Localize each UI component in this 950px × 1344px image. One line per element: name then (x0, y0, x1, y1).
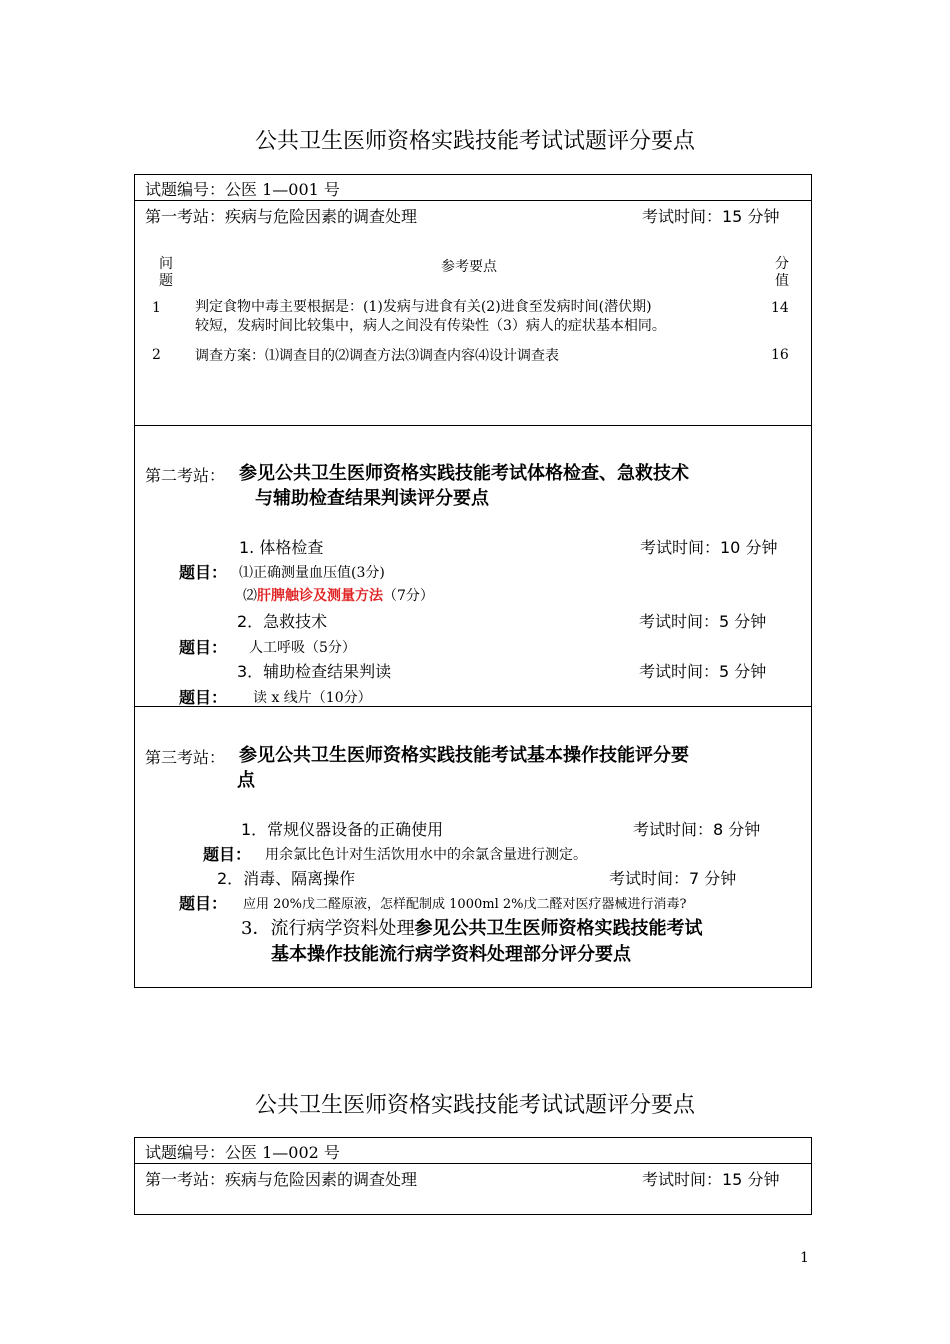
question-label: 题目： (179, 638, 228, 657)
station2-item2: 2．急救技术 (237, 612, 328, 631)
row-1-points: 判定食物中毒主要根据是：(1)发病与进食有关(2)进食至发病时间(潜伏期) 较短，发病时间比较集中，病人之间没有传染性（3）病人的症状基本相同。 (195, 299, 666, 334)
station3-item1: 1．常规仪器设备的正确使用 (241, 820, 444, 839)
row-2-score: 16 (771, 347, 789, 363)
highlighted-text: 肝脾触诊及测量方法 (257, 588, 383, 604)
station1-time: 考试时间：15 分钟 (642, 207, 780, 226)
station2-heading-line1: 参见公共卫生医师资格实践技能考试体格检查、急救技术 (239, 463, 689, 484)
station2-item1: 1. 体格检查 (239, 538, 324, 557)
exam-number: 试题编号：公医 1—001 号 (145, 180, 340, 199)
station3-label: 第三考站： (145, 748, 226, 767)
station3-item1-time: 考试时间：8 分钟 (633, 820, 761, 839)
station2-label: 第二考站： (145, 466, 226, 485)
question-label: 题目： (179, 688, 228, 707)
row-1-score: 14 (771, 300, 789, 316)
question-label: 题目： (203, 845, 252, 864)
divider (135, 1163, 811, 1164)
page-title-2: 公共卫生医师资格实践技能考试试题评分要点 (254, 1093, 695, 1118)
station2-item2-q: 人工呼吸（5分） (249, 640, 356, 656)
station2-item1-q2: ⑵肝脾触诊及测量方法（7分） (243, 588, 434, 604)
station3-item1-q: 用余氯比色计对生活饮用水中的余氯含量进行测定。 (265, 847, 587, 863)
station3-item3: 3．流行病学资料处理参见公共卫生医师资格实践技能考试 (241, 918, 703, 939)
row-2-number: 2 (152, 347, 161, 363)
column-header-points: 参考要点 (441, 259, 497, 275)
divider (135, 706, 811, 707)
station3-item2: 2．消毒、隔离操作 (217, 869, 356, 888)
column-header-question: 问 题 (159, 256, 173, 289)
page-number: 1 (800, 1250, 809, 1266)
divider (135, 200, 811, 201)
question-label: 题目： (179, 563, 228, 582)
station2-item3-q: 读 x 线片（10分） (253, 690, 372, 706)
station1-label: 第一考站：疾病与危险因素的调查处理 (145, 207, 418, 226)
exam-table-001 (134, 174, 812, 988)
question-label: 题目： (179, 894, 228, 913)
divider (135, 425, 811, 426)
station2-item1-time: 考试时间：10 分钟 (640, 538, 778, 557)
row-1-number: 1 (152, 300, 161, 316)
station3-item2-time: 考试时间：7 分钟 (609, 869, 737, 888)
exam-table-002 (134, 1137, 812, 1215)
station2-heading-line2: 与辅助检查结果判读评分要点 (255, 488, 489, 509)
station1-label-2: 第一考站：疾病与危险因素的调查处理 (145, 1170, 418, 1189)
station2-item3-time: 考试时间：5 分钟 (639, 662, 767, 681)
station2-item3: 3．辅助检查结果判读 (237, 662, 392, 681)
station3-heading-line2: 点 (237, 770, 255, 791)
station2-item2-time: 考试时间：5 分钟 (639, 612, 767, 631)
column-header-score: 分 值 (775, 256, 789, 289)
station3-item2-q: 应用 20%戊二醛原液，怎样配制成 1000ml 2%戊二醛对医疗器械进行消毒? (243, 897, 687, 912)
station3-heading-line1: 参见公共卫生医师资格实践技能考试基本操作技能评分要 (239, 745, 689, 766)
exam-number-2: 试题编号：公医 1—002 号 (145, 1143, 340, 1162)
row-2-points: 调查方案：⑴调查目的⑵调查方法⑶调查内容⑷设计调查表 (195, 348, 559, 364)
station3-item3-line2: 基本操作技能流行病学资料处理部分评分要点 (271, 944, 631, 965)
page-title: 公共卫生医师资格实践技能考试试题评分要点 (254, 129, 695, 154)
station1-time-2: 考试时间：15 分钟 (642, 1170, 780, 1189)
station2-item1-q1: ⑴正确测量血压值(3分) (239, 565, 385, 581)
